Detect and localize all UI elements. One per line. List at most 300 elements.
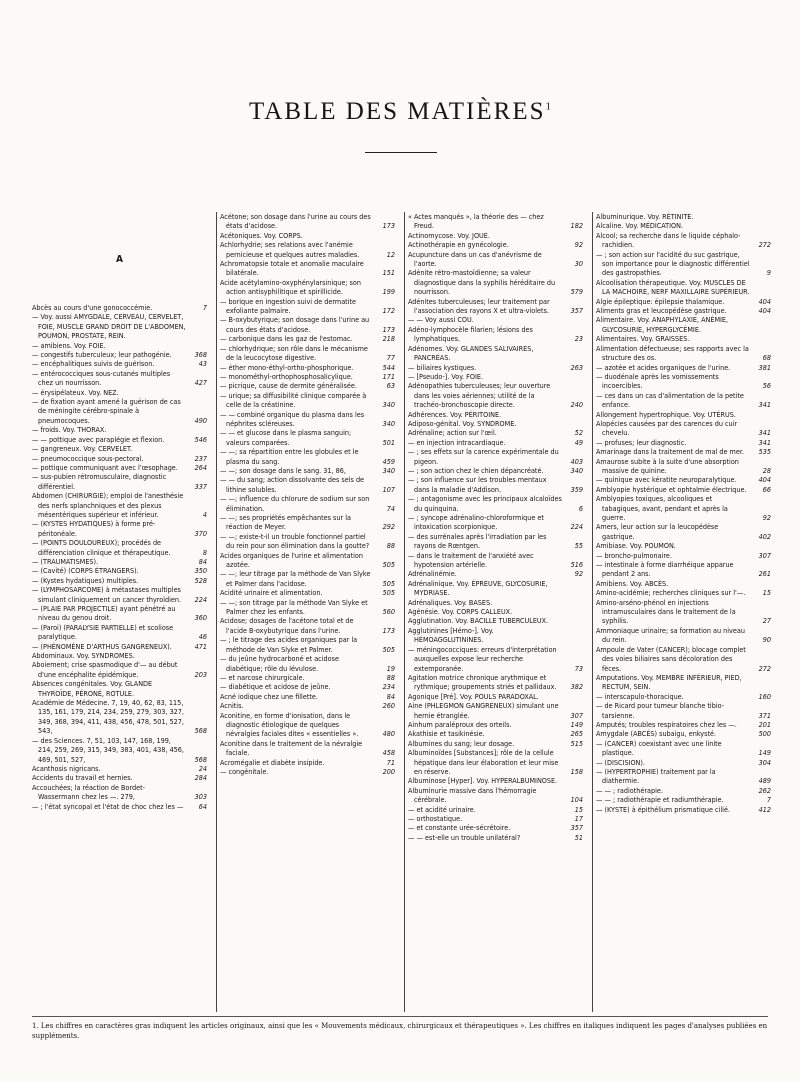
- index-entry: [32, 623, 207, 642]
- index-entry-page: 458: [382, 748, 395, 758]
- index-entry-text: Aconitine dans le traitement de la névralgie faciale.: [220, 738, 363, 758]
- index-entry: [408, 212, 583, 231]
- index-entry-text: Adiposo-génital. Voy. SYNDROME.: [408, 418, 517, 428]
- index-entry-text: — de fixation ayant amené la guérison de cas de méningite cérébro-spinale à pneumocoques.: [32, 397, 181, 425]
- index-entry-page: 46: [198, 632, 207, 642]
- index-entry-text: — — ; radiothérapie et radiumthérapie.: [596, 795, 724, 805]
- index-entry: [220, 758, 395, 767]
- index-entry-page: 66: [762, 484, 771, 494]
- index-entry-page: 203: [194, 669, 207, 679]
- index-entry-page: 92: [762, 513, 771, 522]
- index-entry: [32, 444, 207, 453]
- index-entry-page: 359: [570, 484, 583, 494]
- index-entry-page: 307: [570, 710, 583, 720]
- index-entry: [32, 491, 207, 519]
- index-entry-page: 272: [758, 240, 771, 250]
- index-entry: [220, 494, 395, 513]
- title-footnote-marker: 1: [545, 100, 551, 113]
- index-entry-page: 8: [202, 547, 207, 557]
- index-entry-text: Adrénalinique. Voy. ÉPREUVE, GLYCOSURIE, MYDRIASE.: [408, 578, 548, 598]
- index-entry: [408, 325, 583, 344]
- index-entry-text: Acupuncture dans un cas d'anévrisme de l'aorte.: [408, 249, 542, 269]
- index-entry-page: 357: [570, 306, 583, 316]
- index-entry-text: — intestinale à forme diarrhéique apparue pendant 2 ans.: [596, 560, 734, 579]
- index-entry-page: 107: [382, 484, 395, 494]
- index-entry-text: Aliments gras et leucopédèse gastrique.: [596, 306, 727, 316]
- index-entry: [220, 692, 395, 701]
- index-entry-text: Abdomen (CHIRURGIE); emploi de l'anesthésie des nerfs splanchniques et des plexus mésentériques supérieur et inférieur.: [32, 491, 184, 519]
- index-entry-text: — en injection intracardiaque.: [408, 437, 506, 447]
- index-entry-text: Acidité urinaire et alimentation.: [220, 588, 323, 598]
- index-entry: [408, 297, 583, 316]
- index-entry: [408, 410, 583, 419]
- index-entry-text: — et acidité urinaire.: [408, 804, 476, 814]
- index-entry-page: 151: [382, 268, 395, 278]
- index-entry-text: — de Ricard pour tumeur blanche tibio-tarsienne.: [596, 701, 725, 720]
- index-entry: [408, 438, 583, 447]
- index-entry-text: — Voy. aussi AMYGDALE, CERVEAU, CERVELET, FOIE, MUSCLE GRAND DROIT DE L'ABDOMEN, POUMON, PROSTATE, REIN.: [32, 312, 186, 341]
- index-entry-text: — — combiné organique du plasma dans les néphrites scléreuses.: [220, 409, 365, 428]
- index-entry: [596, 419, 771, 438]
- index-entry-page: 528: [194, 575, 207, 585]
- index-entry-page: 24: [198, 763, 207, 773]
- index-entry-text: Adhérences. Voy. PÉRITOINE.: [408, 409, 502, 419]
- index-entry: [32, 585, 207, 604]
- index-entry-text: — ; ses effets sur la carence expérimentale du pigeon.: [408, 447, 559, 466]
- index-entry: [220, 231, 395, 240]
- index-entry-text: Agonique [Pré]. Voy. POULS PARADOXAL.: [408, 691, 539, 701]
- index-entry: [408, 776, 583, 785]
- index-entry: [32, 698, 207, 736]
- index-entry-page: 43: [198, 359, 207, 369]
- index-entry-text: — (POINTS DOULOUREUX); procédés de différenciation clinique et thérapeutique.: [32, 538, 171, 557]
- index-entry: [220, 532, 395, 551]
- index-entry: [220, 466, 395, 475]
- index-entry-page: 459: [382, 456, 395, 466]
- index-column-3: [404, 212, 586, 1012]
- index-entry: [596, 673, 771, 692]
- index-entry-text: — (TRAUMATISMES).: [32, 556, 99, 566]
- index-entry-text: Adrénaline; action sur l'œil.: [408, 428, 497, 438]
- index-entry: [32, 519, 207, 538]
- index-entry-text: Agitation motrice chronique arythmique et rythmique; groupements striés et pallidaux.: [408, 672, 557, 692]
- index-entry: [32, 651, 207, 660]
- index-entry-text: Amputés; troubles respiratoires chez les —.: [596, 719, 737, 729]
- index-entry: [596, 560, 771, 579]
- index-entry-page: 260: [382, 701, 395, 711]
- index-entry-page: 340: [382, 418, 395, 428]
- index-entry-text: — — et glucose dans le plasma sanguin; valeurs comparées.: [220, 428, 352, 447]
- index-entry-text: Albuminose [Hyper]. Voy. HYPERALBUMINOSE.: [408, 776, 558, 786]
- index-entry-page: 357: [570, 823, 583, 833]
- index-entry: [596, 579, 771, 588]
- index-entry: [596, 278, 771, 297]
- index-entry: [220, 673, 395, 682]
- index-entry-text: Acanthosis nigricans.: [32, 763, 101, 773]
- index-entry-text: Alcool; sa recherche dans le liquide céphalo-rachidien.: [596, 230, 741, 250]
- index-entry: [596, 475, 771, 484]
- index-entry: [32, 802, 207, 811]
- index-entry-text: — ces dans un cas d'alimentation de la petite enfance.: [596, 390, 744, 410]
- index-entry-text: Albumines du sang; leur dosage.: [408, 738, 515, 748]
- index-entry: [596, 334, 771, 343]
- index-entry-text: — interscapulo-thoracique.: [596, 691, 684, 701]
- index-entry-text: — froids. Voy. THORAX.: [32, 425, 107, 435]
- index-entry: [596, 588, 771, 597]
- index-entry-text: — amibiens. Voy. FOIE.: [32, 340, 106, 350]
- index-entry: [408, 673, 583, 692]
- index-entry: [596, 221, 771, 230]
- index-entry-text: — diabétique et acidose de jeûne.: [220, 682, 331, 692]
- index-entry: [596, 250, 771, 278]
- index-entry-text: — pneumococcique sous-pectoral.: [32, 453, 144, 463]
- index-entry-text: Académie de Médecine. 7, 19, 40, 62, 83, 115, 135, 161, 179, 214, 234, 259, 279, 303, 327, 349, 368, 394, 411, 438, 456, 478, 501, 527, 543,: [32, 698, 184, 736]
- index-entry: [220, 381, 395, 390]
- index-entry-text: — (KYSTES HYDATIQUES) à forme pré-péritonéale.: [32, 519, 156, 538]
- index-entry-page: 15: [574, 804, 583, 814]
- index-entry-page: 340: [382, 400, 395, 410]
- index-column-1: [32, 212, 210, 1012]
- index-entry-page: 501: [382, 437, 395, 447]
- footnote: 1. Les chiffres en caractères gras indiquent les articles originaux, ainsi que les « Mouvements médicaux, chirurgicaux et thérapeutiques ». Les chiffres en italiques indiquent les pages d'analyses publiées en suppléments.: [32, 1022, 768, 1040]
- index-entry: [32, 783, 207, 802]
- index-entry-page: 265: [570, 729, 583, 739]
- index-entry-text: — — pottique avec paraplégie et flexion.: [32, 434, 165, 444]
- index-entry: [32, 736, 207, 764]
- index-entry-text: — (PHÉNOMÈNE D'ARTHUS GANGRENEUX).: [32, 641, 172, 651]
- index-entry-page: 516: [570, 560, 583, 570]
- index-entry: [596, 720, 771, 729]
- index-entry-text: Akathisie et tasikinésie.: [408, 729, 485, 739]
- index-entry-text: — ; antagonisme avec les principaux alcaloïdes du quinquina.: [408, 494, 562, 513]
- index-entry-text: Alcoolisation thérapeutique. Voy. MUSCLES DE LA MACHOIRE, NERF MAXILLAIRE SUPÉRIEUR.: [596, 277, 750, 297]
- index-entry: [32, 388, 207, 397]
- index-entry: [408, 739, 583, 748]
- index-entry: [596, 231, 771, 250]
- index-entry: [596, 344, 771, 363]
- index-entry: [220, 767, 395, 776]
- index-entry: [32, 566, 207, 575]
- index-entry: [596, 692, 771, 701]
- index-entry-text: — orthostatique.: [408, 814, 463, 823]
- index-entry-page: 505: [382, 644, 395, 654]
- index-entry-text: « Actes manqués », la théorie des — chez Freud.: [408, 212, 544, 231]
- index-entry: [408, 598, 583, 607]
- index-entry: [408, 748, 583, 776]
- index-entry: [408, 268, 583, 296]
- index-entry-page: 149: [570, 719, 583, 729]
- index-column-2: [216, 212, 398, 1012]
- index-entry-page: 92: [574, 240, 583, 250]
- index-entry-page: 149: [758, 748, 771, 758]
- index-entry: [408, 786, 583, 805]
- index-entry-text: Accouchées; la réaction de Bordet-Wassermann chez les —. 279,: [32, 782, 145, 802]
- index-entry: [596, 391, 771, 410]
- index-entry: [408, 645, 583, 673]
- index-entry-text: Absences congénitales. Voy. GLANDE THYROÏDE, PÉRONÉ, ROTULE.: [32, 679, 153, 698]
- index-entry-text: — et narcose chirurgicale.: [220, 672, 305, 682]
- index-entry-text: Aine (PHLEGMON GANGRENEUX) simulant une hernie étranglée.: [408, 701, 559, 720]
- index-entry-page: 55: [574, 541, 583, 551]
- index-entry: [408, 466, 583, 475]
- index-entry-text: Ampoule de Vater (CANCER); blocage complet des voies biliaires sans décoloration des fèces.: [596, 644, 746, 673]
- index-entry-text: Amibiase. Voy. POUMON.: [596, 541, 676, 551]
- index-entry-page: 158: [570, 766, 583, 776]
- index-entry-text: — pottique communiquant avec l'œsophage.: [32, 462, 178, 472]
- index-entry: [408, 833, 583, 842]
- index-entry-text: Aconitine, en forme d'ionisation, dans le diagnostic étiologique de quelques névralgies faciales dites « essentielles ».: [220, 710, 359, 739]
- index-entry-page: 4: [202, 509, 207, 519]
- index-entry: [32, 660, 207, 679]
- index-entry: [32, 463, 207, 472]
- index-entry: [596, 701, 771, 720]
- index-entry: [220, 447, 395, 466]
- index-entry-text: Acnitis.: [220, 701, 244, 711]
- index-entry-page: 90: [762, 635, 771, 645]
- index-entry: [220, 682, 395, 691]
- index-entry: [596, 457, 771, 476]
- index-entry-text: Adénite rétro-mastoïdienne; sa valeur diagnostique dans la syphilis héréditaire du nourrisson.: [408, 268, 556, 297]
- index-entry-text: Ainhum paraléproux des orteils.: [408, 719, 512, 729]
- index-entry-page: 237: [194, 453, 207, 463]
- index-entry-page: 560: [382, 607, 395, 617]
- index-entry-text: — des surrénales après l'irradiation par les rayons de Rœntgen.: [408, 531, 547, 551]
- index-entry: [596, 626, 771, 645]
- index-entry: [596, 410, 771, 419]
- page-title-text: TABLE DES MATIÈRES: [249, 98, 546, 125]
- index-entry: [220, 701, 395, 710]
- index-entry-page: 51: [574, 832, 583, 842]
- index-entry: [220, 569, 395, 588]
- index-entry: [32, 397, 207, 425]
- index-entry-page: 341: [758, 428, 771, 438]
- index-entry: [220, 363, 395, 372]
- index-entry-text: — sus-pubien rétromusculaire, diagnostic différentiel.: [32, 472, 167, 491]
- index-entry-text: — des Sciences. 7, 51, 103, 147, 168, 199, 214, 259, 269, 315, 349, 383, 401, 438, 456, 469, 501, 527,: [32, 735, 184, 764]
- index-entry-text: Adénites tuberculeuses; leur traitement par l'association des rayons X et ultra-violets.: [408, 296, 550, 316]
- index-entry-page: 340: [382, 465, 395, 475]
- index-columns: [32, 212, 774, 1012]
- index-entry-text: — (HYPERTROPHIE) traitement par la diathermie.: [596, 766, 716, 786]
- index-entry: [408, 494, 583, 513]
- index-entry-page: 224: [570, 522, 583, 532]
- index-entry: [408, 315, 583, 324]
- index-entry: [596, 297, 771, 306]
- index-entry-text: — monométhyl-orthophosphosalicylique.: [220, 371, 353, 381]
- index-entry-page: 71: [386, 757, 395, 767]
- index-entry-text: Acides organiques de l'urine et alimentation azotée.: [220, 550, 363, 570]
- index-entry-text: Adénopathies tuberculeuses; leur ouverture dans les voies aériennes; utilité de la trachéo-bronchoscopie directe.: [408, 381, 551, 410]
- index-entry: [32, 435, 207, 444]
- index-entry-page: 490: [194, 415, 207, 425]
- index-entry-page: 402: [758, 531, 771, 541]
- index-entry-text: Actinomycose. Voy. JOUE.: [408, 230, 490, 240]
- index-entry-page: 28: [762, 465, 771, 475]
- index-entry: [220, 598, 395, 617]
- index-entry: [32, 359, 207, 368]
- index-entry-page: 92: [574, 569, 583, 579]
- index-entry: [596, 795, 771, 804]
- index-entry: [596, 447, 771, 456]
- index-entry-text: Amblyopie hystérique et ophtalmie électrique.: [596, 484, 747, 494]
- index-entry: [596, 372, 771, 391]
- index-entry: [32, 303, 207, 312]
- index-entry-text: — ; le titrage des acides organiques par la méthode de Van Slyke et Palmer.: [220, 635, 358, 654]
- index-entry-text: — [Pseudo-]. Voy. FOIE.: [408, 371, 483, 381]
- index-entry: [220, 588, 395, 597]
- index-entry: [220, 654, 395, 673]
- index-entry-text: — duodénale après les vomissements incoercibles.: [596, 371, 719, 391]
- index-entry-text: — —; ses propriétés empêchantes sur la réaction de Meyer.: [220, 513, 351, 532]
- index-entry-text: — (Cavité) (CORPS ÉTRANGERS).: [32, 566, 139, 576]
- index-entry-text: — (CANCER) coexistant avec une linite plastique.: [596, 738, 722, 758]
- index-entry-text: — biliaires kystiques.: [408, 362, 477, 372]
- index-entry-text: — (DISCISION).: [596, 757, 645, 767]
- index-entry: [32, 454, 207, 463]
- index-entry-page: 292: [382, 522, 395, 532]
- index-entry-text: — —; leur titrage par la méthode de Van Slyke et Palmer dans l'acidose.: [220, 569, 371, 588]
- index-entry: [596, 805, 771, 814]
- index-entry-page: 7: [766, 795, 771, 805]
- index-entry-text: Albuminoïdes [Substances]; rôle de la cellule hépatique dans leur élaboration et leur mise en réserve.: [408, 748, 559, 776]
- index-entry-page: 337: [194, 481, 207, 491]
- index-entry-page: 341: [758, 400, 771, 410]
- index-entry-text: — chlorhydrique; son rôle dans le mécanisme de la leucocytose digestive.: [220, 343, 368, 363]
- index-entry-text: — —; influence du chlorure de sodium sur son élimination.: [220, 494, 370, 513]
- index-entry: [32, 576, 207, 585]
- index-entry: [32, 604, 207, 623]
- index-entry-text: Acétoniques. Voy. CORPS.: [220, 230, 303, 240]
- index-entry: [408, 692, 583, 701]
- index-entry-page: 350: [194, 566, 207, 576]
- index-entry-page: 264: [194, 462, 207, 472]
- index-entry-text: — — du sang; action dissolvante des sels de lithine solubles.: [220, 475, 365, 494]
- index-entry-page: 68: [762, 353, 771, 363]
- index-entry-page: 240: [570, 400, 583, 410]
- index-entry-text: Accidents du travail et hernies.: [32, 773, 133, 783]
- index-entry: [408, 428, 583, 437]
- index-entry-page: 500: [758, 729, 771, 739]
- index-entry-page: 303: [194, 792, 207, 802]
- index-entry-page: 544: [382, 362, 395, 372]
- index-entry-page: 404: [758, 475, 771, 485]
- index-entry-page: 64: [198, 801, 207, 811]
- index-entry-page: 505: [382, 578, 395, 588]
- index-entry-page: 88: [386, 541, 395, 551]
- index-entry-page: 404: [758, 296, 771, 306]
- index-entry: [408, 607, 583, 616]
- index-entry-text: — quinique avec kératite neuroparalytique.: [596, 475, 737, 485]
- index-entry-text: Alimentaires. Voy. GRAISSES.: [596, 334, 690, 344]
- index-entry-text: Acné iodique chez une fillette.: [220, 691, 318, 701]
- index-entry: [32, 538, 207, 557]
- index-entry: [596, 551, 771, 560]
- index-entry: [220, 391, 395, 410]
- index-entry-page: 261: [758, 569, 771, 579]
- index-entry: [220, 278, 395, 297]
- index-entry: [596, 438, 771, 447]
- index-entry-page: 262: [758, 785, 771, 795]
- index-entry: [596, 541, 771, 550]
- index-entry: [220, 315, 395, 334]
- index-entry-text: Amers, leur action sur la leucopédèse gastrique.: [596, 522, 719, 541]
- index-entry-text: — (KYSTE) à épithélium prismatique cilié.: [596, 804, 730, 814]
- index-entry: [32, 350, 207, 359]
- index-entry-page: 173: [382, 324, 395, 334]
- index-entry-text: Amputations. Voy. MEMBRE INFÉRIEUR, PIED, RECTUM, SEIN.: [596, 672, 742, 692]
- index-entry-text: — (Paroi) (PARALYSIE PARTIELLE) et scoliose paralytique.: [32, 622, 174, 642]
- index-entry-text: Algie épileptique: épilepsie thalamique.: [596, 296, 725, 306]
- index-entry: [596, 739, 771, 758]
- index-entry: [408, 447, 583, 466]
- index-entry-text: Adéno-lymphocèle filarien; lésions des lymphatiques.: [408, 324, 533, 344]
- index-entry-text: — urique; sa diffusibilité clinique comparée à celle de la créatinine.: [220, 390, 367, 410]
- index-entry-text: Actinothérapie en gynécologie.: [408, 240, 509, 250]
- index-entry: [408, 419, 583, 428]
- index-entry-page: 77: [386, 353, 395, 363]
- index-entry-text: Adénomes. Voy. GLANDES SALIVAIRES, PANCRÉAS.: [408, 343, 534, 363]
- index-entry-text: Allongement hypertrophique. Voy. UTÉRUS.: [596, 409, 736, 419]
- index-entry: [220, 259, 395, 278]
- index-entry-text: — et constante urée-sécrétoire.: [408, 823, 511, 833]
- index-entry-page: 201: [758, 719, 771, 729]
- index-entry: [220, 297, 395, 316]
- index-entry: [408, 344, 583, 363]
- index-entry-page: 427: [194, 378, 207, 388]
- index-entry-page: 63: [386, 381, 395, 391]
- index-entry-text: Achromatopsie totale et anomalie maculaire bilatérale.: [220, 259, 364, 278]
- index-entry-page: 199: [382, 287, 395, 297]
- index-entry-text: Acidose; dosages de l'acétone total et de l'acide B-oxybutyrique dans l'urine.: [220, 616, 354, 635]
- index-entry: [596, 645, 771, 673]
- index-entry-text: Abdominaux. Voy. SYNDROMES.: [32, 651, 135, 661]
- index-entry: [408, 814, 583, 823]
- index-entry: [32, 312, 207, 340]
- index-entry-page: 173: [382, 221, 395, 231]
- index-entry: [220, 428, 395, 447]
- index-entry-text: — gangreneux. Voy. CERVELET.: [32, 444, 133, 454]
- index-entry: [596, 786, 771, 795]
- index-entry-text: Adrénalinémie.: [408, 569, 457, 579]
- index-entry-text: — picrique, cause de dermite généralisée.: [220, 381, 357, 391]
- index-entry-page: 234: [382, 682, 395, 692]
- index-entry: [596, 767, 771, 786]
- index-entry-text: Aboiement; crise spasmodique d'— au début d'une encéphalite épidémique.: [32, 660, 178, 679]
- index-entry-text: — borique en ingestion suivi de dermatite exfoliante palmaire.: [220, 296, 356, 316]
- section-letter: A: [116, 254, 123, 265]
- index-entry: [220, 739, 395, 758]
- index-entry-text: — (LYMPHOSARCOME) à métastases multiples simulant cliniquement un cancer thyroïdien.: [32, 585, 182, 604]
- index-entry-page: 505: [382, 560, 395, 570]
- index-entry: [408, 720, 583, 729]
- index-entry: [220, 240, 395, 259]
- index-entry-page: 284: [194, 773, 207, 783]
- index-entry: [596, 522, 771, 541]
- index-entry-page: 73: [574, 663, 583, 673]
- index-entry-text: — méningococciques: erreurs d'interprétation auxquelles expose leur recherche extemporanée.: [408, 644, 557, 673]
- index-entry-page: 52: [574, 428, 583, 438]
- index-entry-page: 579: [570, 287, 583, 297]
- index-entry-text: — — Voy aussi COU.: [408, 315, 474, 325]
- index-entry-page: 104: [570, 795, 583, 805]
- index-entry: [220, 212, 395, 231]
- index-entry-text: Abcès au cours d'une gonococcémie.: [32, 303, 153, 312]
- index-entry: [220, 616, 395, 635]
- index-entry-page: 200: [382, 766, 395, 776]
- index-entry: [32, 679, 207, 698]
- index-entry-page: 173: [382, 625, 395, 635]
- index-entry: [408, 372, 583, 381]
